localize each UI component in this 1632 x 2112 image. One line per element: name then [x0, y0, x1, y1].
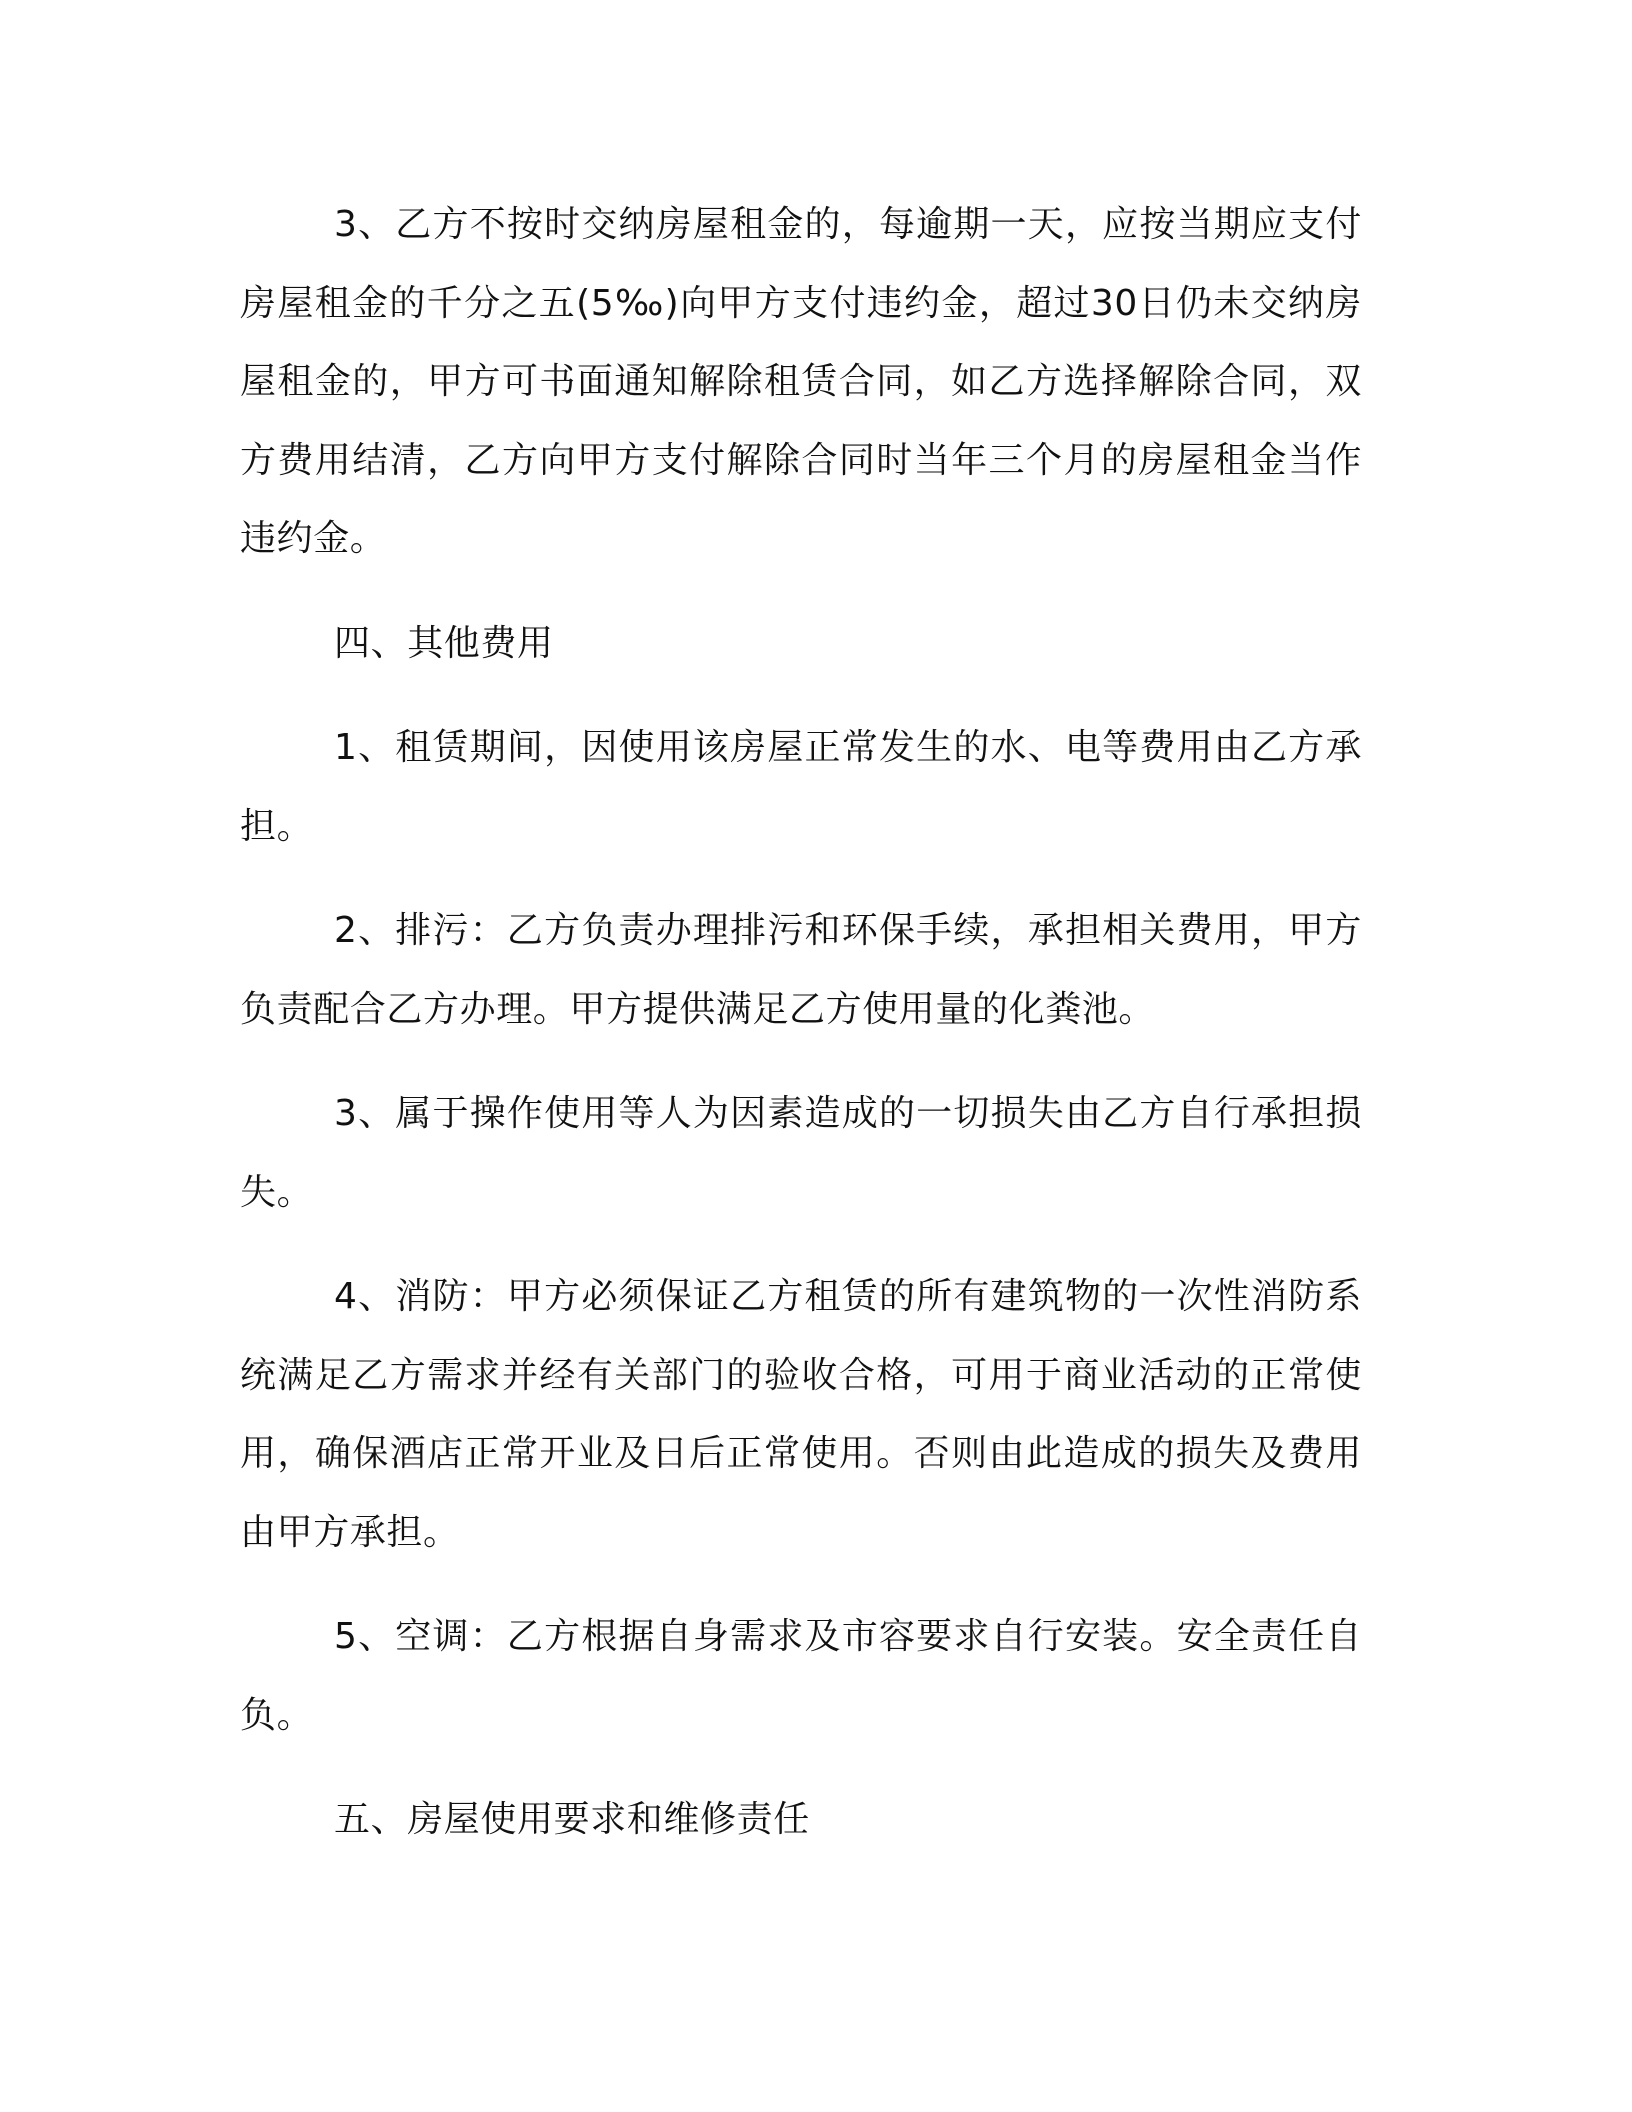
- document-body: [240, 186, 1362, 1886]
- clause-4-4-fire-protection: 4、消防：甲方必须保证乙方租赁的所有建筑物的一次性消防系统满足乙方需求并经有关部门的验收合格，可用于商业活动的正常使用，确保酒店正常开业及日后正常使用。否则由此造成的损失及费用由甲方承担。: [240, 1276, 1362, 1553]
- clause-4-1-utilities: 1、租赁期间，因使用该房屋正常发生的水、电等费用由乙方承担。: [240, 727, 1362, 847]
- clause-4-5-air-conditioning: 5、空调：乙方根据自身需求及市容要求自行安装。安全责任自负。: [240, 1616, 1362, 1736]
- clause-3-late-rent-penalty: 3、乙方不按时交纳房屋租金的，每逾期一天，应按当期应支付房屋租金的千分之五(5‰)向甲方支付违约金，超过30日仍未交纳房屋租金的，甲方可书面通知解除租赁合同，如乙方选择解除合同，双方费用结清，乙方向甲方支付解除合同时当年三个月的房屋租金当作违约金。: [240, 204, 1362, 559]
- section-5-heading: 五、房屋使用要求和维修责任: [334, 1799, 810, 1840]
- section-4-heading: 四、其他费用: [334, 622, 554, 664]
- clause-4-3-operation-losses: 3、属于操作使用等人为因素造成的一切损失由乙方自行承担损失。: [240, 1093, 1362, 1213]
- clause-4-2-sewage: 2、排污：乙方负责办理排污和环保手续，承担相关费用，甲方负责配合乙方办理。甲方提供满足乙方使用量的化粪池。: [240, 910, 1362, 1030]
